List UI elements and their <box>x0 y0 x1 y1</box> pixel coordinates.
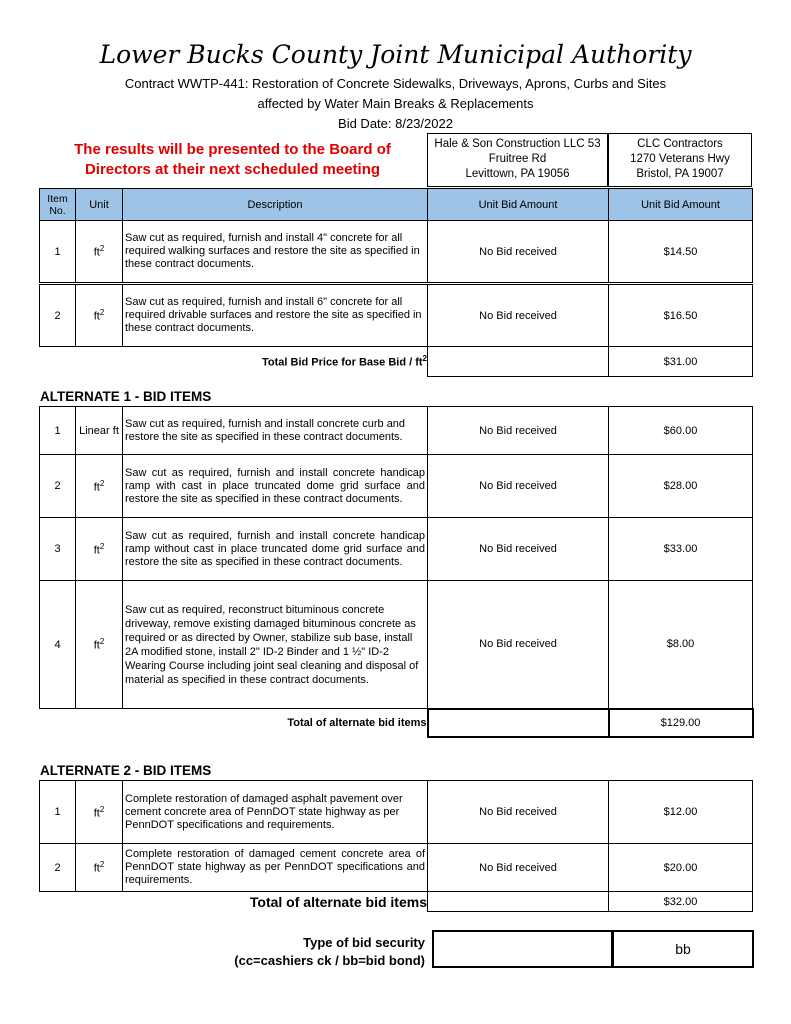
base-bid-table <box>39 188 753 377</box>
bidder-1-bid: No Bid received <box>428 781 609 844</box>
item-description: Saw cut as required, reconstruct bituminous concrete driveway, remove existing damaged bituminous concrete as required or as directed by Owner, stabilize sub base, install 2A modified stone, install 2" ID-2 Binder and 1 ½" ID-2 Wearing Course including joint seal cleaning and disposal of material as specified in these contract documents. <box>123 581 428 709</box>
col-bidder-1-amount: Unit Bid Amount <box>428 189 609 221</box>
item-description: Saw cut as required, furnish and install concrete handicap ramp without cast in place truncated dome grid surface and restore the site as specified in these contract documents. <box>123 518 428 581</box>
unit: Linear ft <box>76 407 123 455</box>
unit: $ft^2$ <box>76 581 123 709</box>
col-description: Description <box>123 189 428 221</box>
table-row <box>40 221 753 283</box>
bidder-1-bid: No Bid received <box>428 581 609 709</box>
bidder-1-box <box>427 133 608 187</box>
bidder-2-bid: $20.00 <box>609 844 753 892</box>
item-no: 1 <box>40 781 76 844</box>
alt2-table <box>39 780 753 912</box>
item-description: Saw cut as required, furnish and install concrete curb and restore the site as specified in these contract documents. <box>123 407 428 455</box>
item-no: 4 <box>40 581 76 709</box>
bidder-1-name: Hale & Son Construction LLC 53 <box>434 138 601 150</box>
table-row <box>40 455 753 518</box>
bidder-2-bid: $14.50 <box>609 221 753 283</box>
bidder-1-bid: No Bid received <box>428 221 609 283</box>
bidder-1-base-total <box>428 347 609 377</box>
bidder-1-bid: No Bid received <box>428 844 609 892</box>
alt2-heading: ALTERNATE 2 - BID ITEMS <box>40 763 212 778</box>
col-unit: Unit <box>76 189 123 221</box>
table-row <box>40 781 753 844</box>
bidder-2-bid-security: bb <box>612 930 754 968</box>
bidder-1-alt1-total <box>428 709 609 737</box>
item-description: Complete restoration of damaged asphalt pavement over cement concrete area of PennDOT state highway as per PennDOT specifications and requirements. <box>123 781 428 844</box>
contract-title-line2: affected by Water Main Breaks & Replacements <box>257 96 534 111</box>
bidder-2-bid: $16.50 <box>609 285 753 347</box>
alt1-heading: ALTERNATE 1 - BID ITEMS <box>40 389 212 404</box>
table-row <box>40 285 753 347</box>
bidder-1-bid-security <box>432 930 613 968</box>
unit: $ft^2$ <box>76 781 123 844</box>
org-title: Lower Bucks County Joint Municipal Authority <box>99 40 692 69</box>
bidder-2-base-total: $31.00 <box>609 347 753 377</box>
table-row <box>40 518 753 581</box>
unit: $ft^2$ <box>76 844 123 892</box>
bidder-2-alt2-total: $32.00 <box>609 892 753 912</box>
unit: $ft^2$ <box>76 285 123 347</box>
item-no: 3 <box>40 518 76 581</box>
item-no: 1 <box>40 221 76 283</box>
bidder-2-bid: $12.00 <box>609 781 753 844</box>
bidder-1-bid: No Bid received <box>428 407 609 455</box>
item-description: Saw cut as required, furnish and install concrete handicap ramp with cast in place truncated dome grid surface and restore the site as specified in these contract documents. <box>123 455 428 518</box>
bidder-2-address1: 1270 Veterans Hwy <box>630 153 730 165</box>
item-description: Complete restoration of damaged cement concrete area of PennDOT state highway as per PennDOT specifications and requirements. <box>123 844 428 892</box>
col-item-no: Item No. <box>40 189 76 221</box>
base-total-label: Total Bid Price for Base Bid / $ft^2$ <box>262 354 427 370</box>
unit: $ft^2$ <box>76 455 123 518</box>
bid-security-label-line1: Type of bid security <box>303 935 425 950</box>
item-no: 2 <box>40 285 76 347</box>
alt1-total-label: Total of alternate bid items <box>287 716 427 729</box>
alt1-table <box>39 406 754 738</box>
unit: $ft^2$ <box>76 221 123 283</box>
item-description: Saw cut as required, furnish and install 4" concrete for all required walking surfaces and restore the site as specified in these contract documents. <box>123 221 428 283</box>
bid-security-label-line2: (cc=cashiers ck / bb=bid bond) <box>234 953 425 968</box>
bidder-1-bid: No Bid received <box>428 518 609 581</box>
bidder-2-bid: $33.00 <box>609 518 753 581</box>
table-row <box>40 844 753 892</box>
item-no: 1 <box>40 407 76 455</box>
bidder-1-bid: No Bid received <box>428 285 609 347</box>
bidder-2-alt1-total: $129.00 <box>609 709 753 737</box>
bidder-1-alt2-total <box>428 892 609 912</box>
contract-title-line1: Contract WWTP-441: Restoration of Concrete Sidewalks, Driveways, Aprons, Curbs and Sites <box>124 76 667 91</box>
item-no: 2 <box>40 455 76 518</box>
col-bidder-2-amount: Unit Bid Amount <box>609 189 753 221</box>
table-row <box>40 407 753 455</box>
alt2-total-label: Total of alternate bid items <box>249 893 427 910</box>
bidder-1-bid: No Bid received <box>428 455 609 518</box>
item-no: 2 <box>40 844 76 892</box>
bid-security-label <box>150 934 425 970</box>
bidder-2-box <box>608 133 752 187</box>
bidder-1-address1: Fruitree Rd <box>488 153 547 165</box>
bidder-1-address2: Levittown, PA 19056 <box>465 168 570 180</box>
board-notice: The results will be presented to the Board of Directors at their next scheduled meeting <box>74 141 391 178</box>
bidder-2-bid: $60.00 <box>609 407 753 455</box>
table-row <box>40 581 753 709</box>
item-description: Saw cut as required, furnish and install 6" concrete for all required drivable surfaces and restore the site as specified in these contract documents. <box>123 285 428 347</box>
bid-date: Bid Date: 8/23/2022 <box>338 116 453 131</box>
bidder-2-bid: $28.00 <box>609 455 753 518</box>
bidder-2-name: CLC Contractors <box>637 138 723 150</box>
bidder-2-address2: Bristol, PA 19007 <box>636 168 724 180</box>
unit: $ft^2$ <box>76 518 123 581</box>
bidder-2-bid: $8.00 <box>609 581 753 709</box>
